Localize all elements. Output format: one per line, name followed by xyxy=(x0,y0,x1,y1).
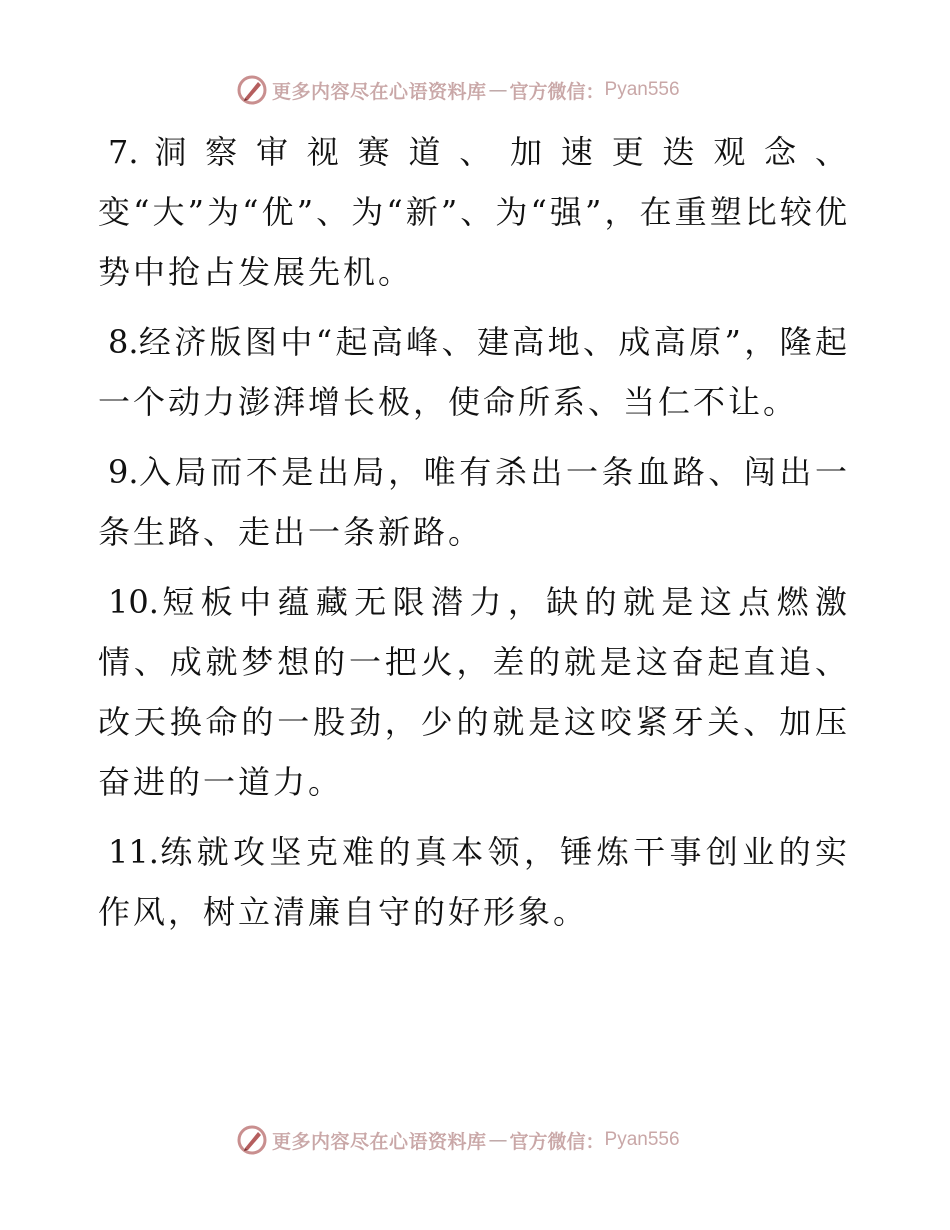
watermark-text: 更多内容尽在心语资料库 xyxy=(272,80,487,103)
watermark-text: 更多内容尽在心语资料库 xyxy=(272,1130,487,1153)
paragraph-text: 短板中蕴藏无限潜力，缺的就是这点燃激情、成就梦想的一把火，差的就是这奋起直追、改天换命的一股劲，少的就是这咬紧牙关、加压奋进的一道力。 xyxy=(98,583,850,801)
paragraph-text: 入局而不是出局，唯有杀出一条血路、闯出一条生路、走出一条新路。 xyxy=(98,453,850,551)
watermark-separator: — xyxy=(488,79,508,101)
footer-watermark xyxy=(236,1122,680,1158)
watermark-wechat-id: Pyan556 xyxy=(604,1129,680,1150)
paragraph-11 xyxy=(98,822,850,942)
document-body xyxy=(98,122,850,952)
watermark-separator: — xyxy=(488,1129,508,1151)
watermark-wechat-label: 官方微信： xyxy=(509,80,605,103)
paragraph-9 xyxy=(98,442,850,562)
paragraph-number: 10. xyxy=(108,583,159,621)
paragraph-number: 8. xyxy=(108,323,139,361)
paragraph-text: 洞察审视赛道、加速更迭观念、变“大”为“优”、为“新”、为“强”，在重塑比较优势中抢占发展先机。 xyxy=(98,133,850,291)
paragraph-number: 9. xyxy=(108,453,139,491)
watermark-wechat-label: 官方微信： xyxy=(509,1130,605,1153)
paragraph-10 xyxy=(98,572,850,812)
paragraph-8 xyxy=(98,312,850,432)
paragraph-7 xyxy=(98,122,850,302)
paragraph-number: 7. xyxy=(108,133,139,171)
pen-logo-icon xyxy=(236,1124,268,1156)
watermark-wechat-id: Pyan556 xyxy=(604,79,680,100)
paragraph-number: 11. xyxy=(108,833,159,871)
header-watermark xyxy=(236,72,680,108)
paragraph-text: 经济版图中“起高峰、建高地、成高原”，隆起一个动力澎湃增长极，使命所系、当仁不让。 xyxy=(98,323,850,421)
paragraph-text: 练就攻坚克难的真本领，锤炼干事创业的实作风，树立清廉自守的好形象。 xyxy=(98,833,850,931)
pen-logo-icon xyxy=(236,74,268,106)
